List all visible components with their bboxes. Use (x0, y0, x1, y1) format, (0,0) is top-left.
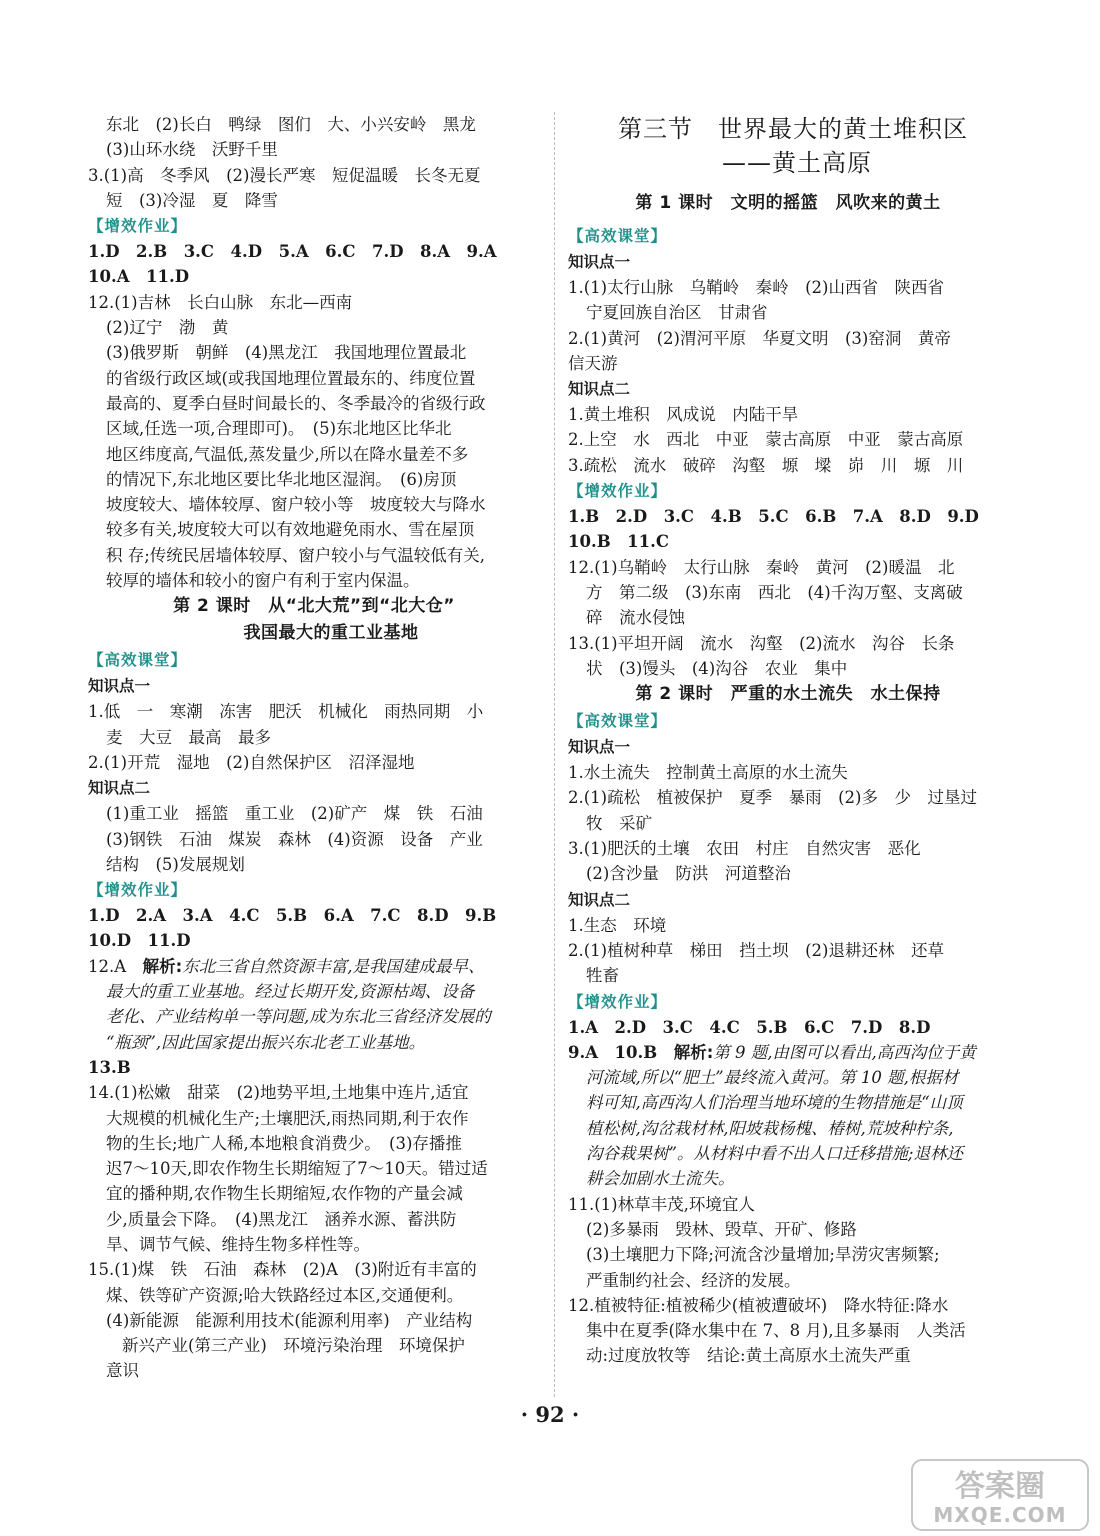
answer-row: 1.D 2.B 3.C 4.D 5.A 6.C 7.D 8.A 9.A (88, 242, 497, 262)
section-tag-zengxiao: 【增效作业】 (568, 992, 668, 1011)
text-line: 动:过度放牧等 结论:黄土高原水土流失严重 (586, 1346, 911, 1366)
text-line: (3)山环水绕 沃野千里 (106, 140, 278, 160)
text-line: 集中在夏季(降水集中在 7、8 月),且多暴雨 人类活 (586, 1321, 966, 1341)
text-line: (2)含沙量 防洪 河道整治 (586, 864, 791, 884)
text-line: 河流域,所以“肥土”最终流入黄河。第 10 题,根据材 (586, 1068, 959, 1088)
text-line: 2.(1)疏松 植被保护 夏季 暴雨 (2)多 少 过垦过 (568, 788, 977, 808)
answer-row: 10.A 11.D (88, 267, 190, 287)
question-12: 12.植被特征:植被稀少(植被遭破坏) 降水特征:降水 (568, 1295, 949, 1315)
answer-row: 1.D 2.A 3.A 4.C 5.B 6.A 7.C 8.D 9.B (88, 906, 497, 926)
knowledge-point-heading: 知识点一 (88, 677, 151, 696)
text-line: 老化、产业结构单一等问题,成为东北三省经济发展的 (106, 1007, 491, 1027)
text-line: 较多有关,坡度较大可以有效地避免雨水、雪在屋顶 (106, 520, 475, 540)
text-line: (4)新能源 能源利用技术(能源利用率) 产业结构 (106, 1310, 473, 1330)
answer-head: 12.A (88, 956, 143, 976)
text-line: 地区纬度高,气温低,蒸发量少,所以在降水量差不多 (106, 444, 469, 464)
text-line: 植松树,沟岔栽材林,阳坡栽杨槐、椿树,荒坡种柠条, (586, 1118, 954, 1138)
text-line: 1.低 一 寒潮 冻害 肥沃 机械化 雨热同期 小 (88, 702, 484, 722)
text-line: 坡度较大、墙体较厚、窗户较小等 坡度较大与降水 (106, 495, 486, 515)
text-line: 2.上空 水 西北 中亚 蒙古高原 中亚 蒙古高原 (568, 430, 964, 450)
question-12-analysis (88, 954, 540, 979)
question-15: 15.(1)煤 铁 石油 森林 (2)A (3)附近有丰富的 (88, 1260, 477, 1280)
text-line: 旱、调节气候、维持生物多样性等。 (106, 1234, 370, 1254)
text-line: 方 第二级 (3)东南 西北 (4)千沟万壑、支离破 (586, 582, 963, 602)
text-line: 迟7～10天,即农作物生长期缩短了7～10天。错过适 (106, 1159, 488, 1179)
knowledge-point-heading: 知识点二 (568, 380, 631, 399)
text-line: 的省级行政区域(或我国地理位置最东的、纬度位置 (106, 368, 476, 388)
text-line: 宜的播种期,农作物生长期缩短,农作物的产量会减 (106, 1184, 463, 1204)
text-line: 短 (3)冷湿 夏 降雪 (106, 190, 278, 210)
page-number: · 92 · (520, 1402, 580, 1427)
text-line: 耕会加剧水土流失。 (586, 1169, 735, 1189)
section-title: 第三节 世界最大的黄土堆积区 (618, 115, 968, 143)
text-line: 牧 采矿 (586, 813, 652, 833)
lesson-subtitle: 我国最大的重工业基地 (243, 623, 419, 644)
text-line: 宁夏回族自治区 甘肃省 (586, 303, 768, 323)
watermark-url: MXQE.COM (933, 1503, 1067, 1527)
section-tag-gaoxiao: 【高效课堂】 (568, 712, 668, 731)
analysis-text: 东北三省自然资源丰富,是我国建成最早、 (182, 956, 485, 976)
text-line: 麦 大豆 最高 最多 (106, 727, 271, 747)
text-line: 碎 流水侵蚀 (586, 608, 685, 628)
section-tag-zengxiao: 【增效作业】 (88, 217, 188, 236)
question-9-analysis (568, 1040, 1008, 1065)
text-line: 的情况下,东北地区要比华北地区湿润。 (6)房顶 (106, 469, 457, 489)
text-line: 3.疏松 流水 破碎 沟壑 塬 墚 峁 川 塬 川 (568, 455, 964, 475)
text-line: 1.生态 环境 (568, 915, 667, 935)
text-line: 严重制约社会、经济的发展。 (586, 1270, 801, 1290)
watermark-title: 答案圈 (955, 1469, 1045, 1504)
text-line: 最高的、夏季白昼时间最长的、冬季最冷的省级行政 (106, 393, 486, 413)
text-line: 东北 (2)长白 鸭绿 图们 大、小兴安岭 黑龙 (106, 115, 476, 134)
text-line: 积 存;传统民居墙体较厚、窗户较小与气温较低有关, (106, 545, 486, 565)
text-line: 最大的重工业基地。经过长期开发,资源枯竭、设备 (106, 982, 475, 1002)
analysis-text: 第 9 题,由图可以看出,高西沟位于黄 (713, 1042, 976, 1062)
answer-row: 10.D 11.D (88, 931, 191, 951)
text-line: 信天游 (568, 353, 618, 373)
text-line: 少,质量会下降。 (4)黑龙江 涵养水源、蓄洪防 (106, 1209, 457, 1229)
knowledge-point-heading: 知识点一 (568, 253, 631, 271)
analysis-label: 解析: (673, 1042, 714, 1062)
answer-row: 13.B (88, 1057, 131, 1077)
text-line: 较厚的墙体和较小的窗户有利于室内保温。 (106, 571, 420, 591)
knowledge-point-heading: 知识点一 (568, 738, 631, 757)
text-line: 状 (3)馒头 (4)沟谷 农业 集中 (586, 658, 848, 678)
text-line: (3)土壤肥力下降;河流含沙量增加;旱涝灾害频繁; (586, 1245, 940, 1265)
text-line: 物的生长;地广人稀,本地粮食消费少。 (3)存播推 (106, 1133, 462, 1153)
answer-head: 9.A 10.B (568, 1042, 674, 1062)
text-line: “瓶颈”,因此国家提出振兴东北老工业基地。 (106, 1032, 426, 1052)
answer-row: 1.B 2.D 3.C 4.B 5.C 6.B 7.A 8.D 9.D (568, 507, 979, 527)
text-line: 料可知,高西沟人们治理当地环境的生物措施是“山顶 (586, 1093, 963, 1113)
text-line: 意识 (106, 1361, 139, 1381)
text-line: 大规模的机械化生产;土壤肥沃,雨热同期,利于农作 (106, 1108, 469, 1128)
watermark-logo (910, 1458, 1090, 1532)
question-14: 14.(1)松嫩 甜菜 (2)地势平坦,土地集中连片,适宜 (88, 1083, 469, 1103)
text-line: 1.水土流失 控制黄土高原的水土流失 (568, 763, 848, 783)
section-tag-gaoxiao: 【高效课堂】 (88, 651, 188, 670)
section-tag-zengxiao: 【增效作业】 (88, 881, 188, 900)
left-column (88, 112, 540, 1384)
text-line: (3)钢铁 石油 煤炭 森林 (4)资源 设备 产业 (106, 829, 483, 849)
section-tag-zengxiao: 【增效作业】 (568, 482, 668, 501)
text-line: 2.(1)植树种草 梯田 挡土坝 (2)退耕还林 还草 (568, 940, 944, 960)
question-12: 12.(1)乌鞘岭 太行山脉 秦岭 黄河 (2)暖温 北 (568, 557, 955, 577)
question-11: 11.(1)林草丰茂,环境宜人 (568, 1194, 755, 1214)
text-line: 区域,任选一项,合理即可)。 (5)东北地区比华北 (106, 419, 452, 439)
text-line: (3)俄罗斯 朝鲜 (4)黑龙江 我国地理位置最北 (106, 343, 467, 363)
lesson-title: 第 2 课时 从“北大荒”到“北大仓” (173, 596, 455, 617)
lesson-title: 第 2 课时 严重的水土流失 水土保持 (635, 684, 941, 705)
text-line: (1)重工业 摇篮 重工业 (2)矿产 煤 铁 石油 (106, 804, 483, 824)
analysis-label: 解析: (142, 956, 183, 976)
text-line: 3.(1)肥沃的土壤 农田 村庄 自然灾害 恶化 (568, 839, 921, 859)
right-column (568, 112, 1008, 1369)
text-line: 结构 (5)发展规划 (106, 854, 245, 874)
knowledge-point-heading: 知识点二 (568, 890, 631, 909)
text-line: 沟谷栽果树”。从材料中看不出人口迁移措施;退林还 (586, 1144, 963, 1164)
answer-row: 1.A 2.D 3.C 4.C 5.B 6.C 7.D 8.D (568, 1017, 931, 1037)
text-line: 2.(1)开荒 湿地 (2)自然保护区 沼泽湿地 (88, 752, 415, 772)
text-line: 1.黄土堆积 风成说 内陆干旱 (568, 405, 799, 425)
text-line: 2.(1)黄河 (2)渭河平原 华夏文明 (3)窑洞 黄帝 (568, 328, 951, 348)
text-line: 1.(1)太行山脉 乌鞘岭 秦岭 (2)山西省 陕西省 (568, 278, 944, 297)
section-tag-gaoxiao: 【高效课堂】 (568, 227, 668, 245)
section-subtitle: ——黄土高原 (722, 149, 872, 177)
question-13: 13.(1)平坦开阔 流水 沟壑 (2)流水 沟谷 长条 (568, 633, 955, 653)
text-line: 新兴产业(第三产业) 环境污染治理 环境保护 (122, 1336, 465, 1356)
text-line: (2)辽宁 渤 黄 (106, 318, 229, 338)
lesson-title: 第 1 课时 文明的摇篮 风吹来的黄土 (635, 193, 941, 213)
question-12: 12.(1)吉林 长白山脉 东北—西南 (88, 292, 353, 312)
text-line: 3.(1)高 冬季风 (2)漫长严寒 短促温暖 长冬无夏 (88, 165, 481, 185)
text-line: (2)多暴雨 毁林、毁草、开矿、修路 (586, 1219, 857, 1239)
column-divider (554, 112, 555, 1397)
answer-row: 10.B 11.C (568, 532, 669, 552)
knowledge-point-heading: 知识点二 (88, 779, 151, 798)
text-line: 煤、铁等矿产资源;哈大铁路经过本区,交通便利。 (106, 1285, 464, 1305)
text-line: 牲畜 (586, 966, 619, 986)
